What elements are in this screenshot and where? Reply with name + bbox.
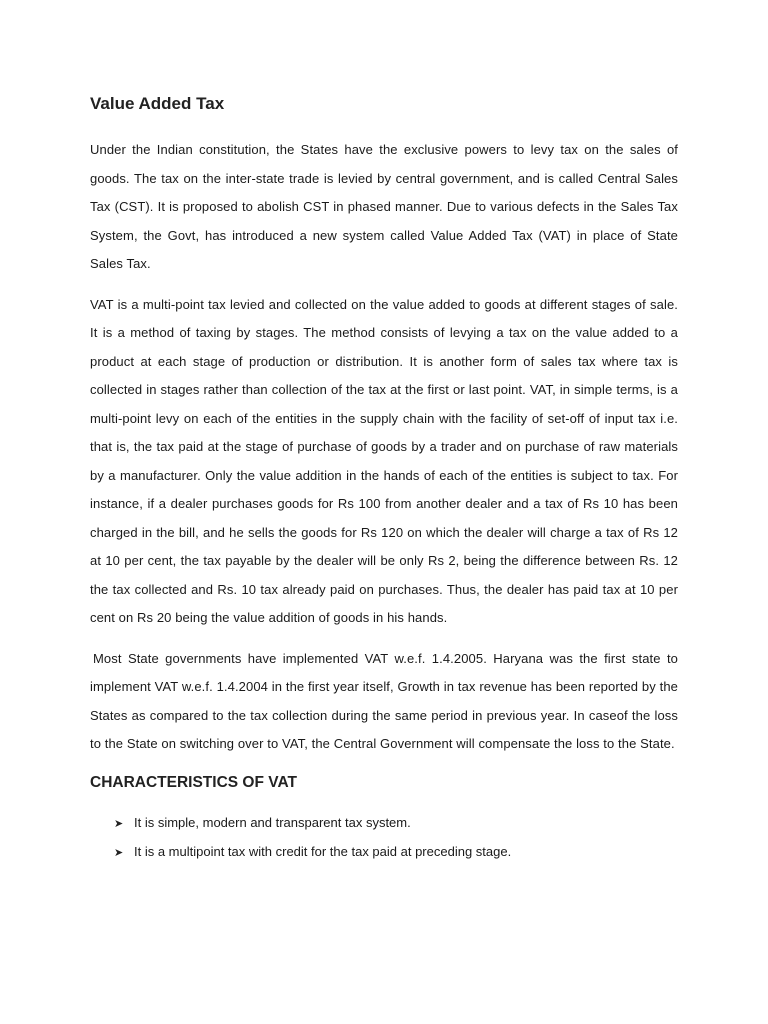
list-item [114, 838, 678, 867]
arrowhead-bullet-icon: ➤ [114, 817, 124, 830]
document-body [90, 92, 678, 867]
list-item-text: It is simple, modern and transparent tax system. [134, 814, 411, 830]
paragraph-cst-background: Under the Indian constitution, the States have the exclusive powers to levy tax on the sales of goods. The tax on the inter-state trade is levied by central government, and is called Central Sales Tax (CST). It is proposed to abolish CST in phased manner. Due to various defects in the Sales Tax System, the Govt, has introduced a new system called Value Added Tax (VAT) in place of State Sales Tax. [90, 142, 678, 271]
document-title: Value Added Tax [90, 94, 225, 113]
list-item-text: It is a multipoint tax with credit for the tax paid at preceding stage. [134, 843, 512, 859]
section-heading-characteristics: CHARACTERISTICS OF VAT [90, 773, 297, 791]
list-item [114, 809, 678, 838]
paragraph-vat-definition: VAT is a multi-point tax levied and collected on the value added to goods at different stages of sale. It is a method of taxing by stages. The method consists of levying a tax on the value added to a product at each stage of production or distribution. It is another form of sales tax where tax is collected in stages rather than collection of the tax at the first or last point. VAT, in simple terms, is a multi-point levy on each of the entities in the supply chain with the facility of set-off of input tax i.e. that is, the tax paid at the stage of purchase of goods by a trader and on purchase of raw materials by a manufacturer. Only the value addition in the hands of each of the entities is subject to tax. For instance, if a dealer purchases goods for Rs 100 from another dealer and a tax of Rs 10 has been charged in the bill, and he sells the goods for Rs 120 on which the dealer will charge a tax of Rs 12 at 10 per cent, the tax payable by the dealer will be only Rs 2, being the difference between Rs. 12 the tax collected and Rs. 10 tax already paid on purchases. Thus, the dealer has paid tax at 10 per cent on Rs 20 being the value addition of goods in his hands. [90, 296, 678, 625]
arrowhead-bullet-icon: ➤ [114, 846, 124, 859]
characteristics-list [90, 809, 678, 867]
paragraph-vat-implementation: Most State governments have implemented VAT w.e.f. 1.4.2005. Haryana was the first state to implement VAT w.e.f. 1.4.2004 in the first year itself, Growth in tax revenue has been reported by the States as compared to the tax collection during the same period in previous year. In caseof the loss to the State on switching over to VAT, the Central Government will compensate the loss to the State. [90, 650, 678, 751]
